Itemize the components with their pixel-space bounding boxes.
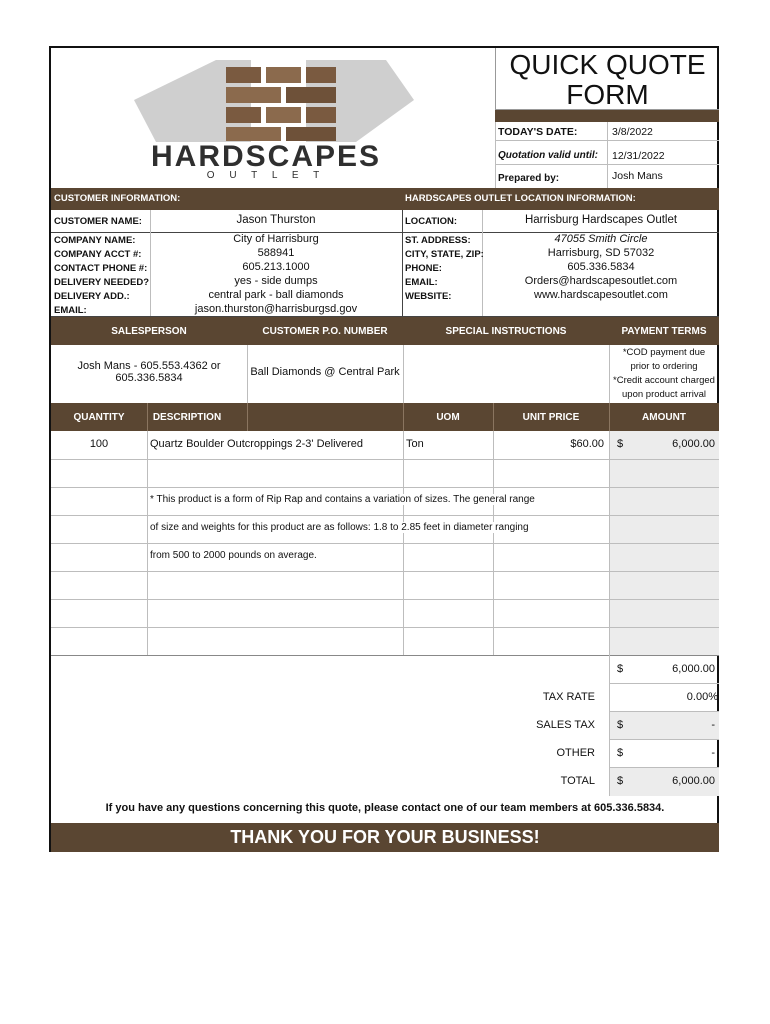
delivery-address-label: DELIVERY ADD.:: [54, 291, 130, 302]
salesperson-line1: Josh Mans - 605.553.4362 or: [77, 360, 221, 372]
description-heading: DESCRIPTION: [152, 411, 222, 423]
city-label: CITY, STATE, ZIP:: [405, 249, 484, 260]
salesperson-value: [51, 360, 247, 384]
sales-header: [51, 317, 719, 345]
item-unit-price: $60.00: [570, 438, 604, 450]
location-info-heading: HARDSCAPES OUTLET LOCATION INFORMATION:: [405, 193, 636, 204]
location-phone-value: 605.336.5834: [567, 261, 635, 273]
other-symbol: $: [617, 747, 624, 759]
item-uom: Ton: [406, 438, 424, 450]
item-description: Quartz Boulder Outcroppings 2-3' Delivered: [150, 438, 364, 450]
terms-line1: *COD payment due: [622, 347, 706, 358]
location-email-value: Orders@hardscapesoutlet.com: [524, 275, 678, 287]
title-box: [495, 48, 719, 110]
contact-phone-value: 605.213.1000: [242, 261, 310, 273]
item-quantity: 100: [89, 438, 109, 450]
contact-phone-label: CONTACT PHONE #:: [54, 263, 148, 274]
location-value: Harrisburg Hardscapes Outlet: [524, 214, 678, 226]
website-label: WEBSITE:: [405, 291, 452, 302]
item-amount: 6,000.00: [672, 438, 715, 450]
customer-email-value: jason.thurston@harrisburgsd.gov: [194, 303, 358, 315]
date-value: 3/8/2022: [612, 126, 653, 138]
customer-info-heading: CUSTOMER INFORMATION:: [54, 193, 181, 204]
street-label: ST. ADDRESS:: [405, 235, 471, 246]
subtotal-value: 6,000.00: [672, 663, 715, 675]
delivery-needed-value: yes - side dumps: [234, 275, 318, 287]
website-value: www.hardscapesoutlet.com: [534, 289, 668, 301]
customer-name-label: CUSTOMER NAME:: [54, 216, 142, 227]
tax-rate-label: TAX RATE: [542, 691, 595, 703]
other-label: OTHER: [556, 747, 595, 759]
terms-line4: upon product arrival: [622, 389, 706, 400]
unit-price-heading: UNIT PRICE: [522, 411, 580, 423]
prepared-label: Prepared by:: [498, 173, 560, 184]
terms-heading: PAYMENT TERMS: [621, 325, 707, 337]
company-name-value: City of Harrisburg: [233, 233, 319, 245]
form-title-line1: QUICK QUOTE: [509, 49, 706, 80]
thank-you-banner: THANK YOU FOR YOUR BUSINESS!: [51, 823, 719, 852]
uom-heading: UOM: [436, 411, 460, 423]
street-value: 47055 Smith Circle: [554, 233, 648, 245]
notes-line2: of size and weights for this product are as follows: 1.8 to 2.85 feet in diameter ranging: [150, 522, 532, 533]
quantity-heading: QUANTITY: [73, 411, 125, 423]
tax-rate-value: 0.00%: [686, 691, 718, 703]
terms-line3: *Credit account charged: [613, 375, 715, 386]
instructions-heading: SPECIAL INSTRUCTIONS: [445, 325, 567, 337]
notes-line1: * This product is a form of Rip Rap and contains a variation of sizes. The general range: [150, 494, 538, 505]
sales-tax-label: SALES TAX: [536, 719, 595, 731]
quote-form: [49, 46, 719, 852]
customer-name-value: Jason Thurston: [236, 214, 316, 226]
items-header: [51, 403, 719, 431]
company-acct-label: COMPANY ACCT #:: [54, 249, 142, 260]
other-value: -: [711, 747, 715, 759]
terms-line2: prior to ordering: [630, 361, 698, 372]
location-label: LOCATION:: [405, 216, 458, 227]
terms-value: [609, 346, 719, 402]
po-value: Ball Diamonds @ Central Park: [250, 366, 400, 378]
info-section-header: [51, 188, 719, 210]
form-title-line2: FORM: [566, 79, 649, 110]
delivery-address-value: central park - ball diamonds: [208, 289, 344, 301]
date-label: TODAY'S DATE:: [498, 126, 578, 138]
location-phone-label: PHONE:: [405, 263, 442, 274]
salesperson-line2: 605.336.5834: [115, 372, 183, 384]
company-name-label: COMPANY NAME:: [54, 235, 136, 246]
city-value: Harrisburg, SD 57032: [547, 247, 655, 259]
delivery-needed-label: DELIVERY NEEDED?: [54, 277, 150, 288]
total-value: 6,000.00: [672, 775, 715, 787]
po-heading: CUSTOMER P.O. NUMBER: [262, 325, 388, 337]
location-email-label: EMAIL:: [405, 277, 438, 288]
contact-note: If you have any questions concerning this quote, please contact one of our team members at 605.336.5834.: [105, 802, 665, 814]
total-label: TOTAL: [560, 775, 595, 787]
customer-email-label: EMAIL:: [54, 305, 87, 316]
valid-label: Quotation valid until:: [498, 150, 598, 161]
subtotal-symbol: $: [617, 663, 624, 675]
salesperson-heading: SALESPERSON: [111, 325, 187, 337]
logo-wordmark: HARDSCAPES: [150, 140, 382, 173]
total-symbol: $: [617, 775, 624, 787]
company-logo: [116, 52, 426, 182]
company-acct-value: 588941: [257, 247, 295, 259]
title-band: [495, 110, 719, 122]
logo-subtitle: O U T L E T: [206, 170, 326, 181]
amount-heading: AMOUNT: [642, 411, 686, 423]
item-amount-symbol: $: [617, 438, 624, 450]
valid-value: 12/31/2022: [612, 150, 665, 162]
prepared-value: Josh Mans: [612, 170, 663, 182]
notes-line3: from 500 to 2000 pounds on average.: [150, 550, 320, 561]
sales-tax-symbol: $: [617, 719, 624, 731]
sales-tax-value: -: [711, 719, 715, 731]
